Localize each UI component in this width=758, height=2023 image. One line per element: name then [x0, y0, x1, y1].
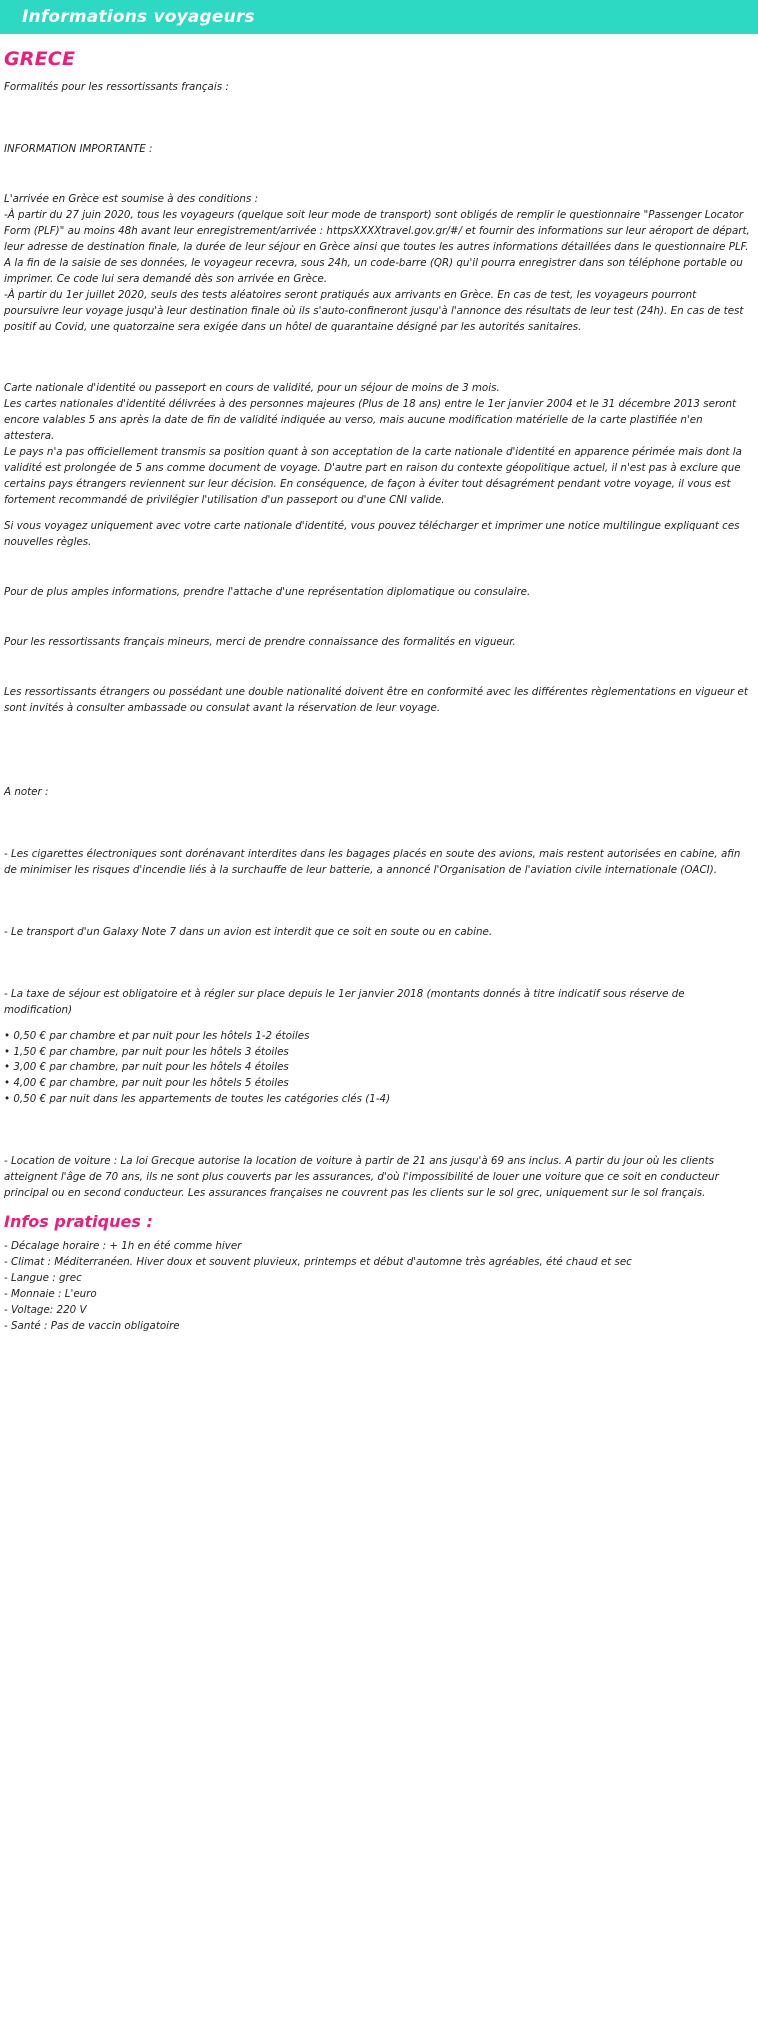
spacer — [4, 763, 750, 785]
id-card-notice: Si vous voyagez uniquement avec votre carte nationale d'identité, vous pouvez télécharger et imprimer une notice multilingue expliquant ces nouvelles règles. — [4, 520, 740, 549]
spacer — [4, 158, 750, 192]
list-item: • 0,50 € par nuit dans les appartements de toutes les catégories clés (1-4) — [4, 1093, 391, 1106]
important-label: INFORMATION IMPORTANTE : — [4, 142, 153, 155]
list-item: - Langue : grec — [4, 1272, 82, 1285]
list-item: • 1,50 € par chambre, par nuit pour les hôtels 3 étoiles — [4, 1045, 289, 1058]
foreigners-text: Les ressortissants étrangers ou possédant une double nationalité doivent être en conformité avec les différentes règlementations en vigueur et sont invités à consulter ambassade ou consulat avant la réservation de leur voyage. — [4, 685, 748, 714]
spacer — [4, 335, 750, 381]
list-item: • 3,00 € par chambre, par nuit pour les hôtels 4 étoiles — [4, 1061, 289, 1074]
note-location-voiture: - Location de voiture : La loi Grecque autorise la location de voiture à partir de 21 ans jusqu'à 69 ans inclus. A partir du jour où les clients atteignent l'âge de 70 ans, ils ne sont plus couverts par les assurances, d'où l'impossibilité de louer une voiture que ce soit en conducteur principal ou en second conducteur. Les assurances françaises ne couvrent pas les clients sur le sol grec, uniquement sur le sol français. — [4, 1155, 719, 1200]
note-taxe-sejour: - La taxe de séjour est obligatoire et à régler sur place depuis le 1er janvier 2018 (montants donnés à titre indicatif sous réserve de modification) — [4, 987, 685, 1016]
more-info-text: Pour de plus amples informations, prendre l'attache d'une représentation diplomatique ou consulaire. — [4, 586, 531, 599]
page-title: Informations voyageurs — [22, 7, 255, 27]
list-item: - Décalage horaire : + 1h en été comme hiver — [4, 1240, 242, 1253]
minors-text: Pour les ressortissants français mineurs, merci de prendre connaissance des formalités en vigueur. — [4, 635, 516, 648]
spacer — [4, 941, 750, 987]
spacer — [4, 801, 750, 847]
spacer — [4, 717, 750, 763]
infos-pratiques-title: Infos pratiques : — [4, 1212, 153, 1232]
id-card-validity: Carte nationale d'identité ou passeport en cours de validité, pour un séjour de moins de 3 mois. — [4, 382, 500, 395]
intro-text: Formalités pour les ressortissants français : — [4, 81, 229, 93]
list-item: • 0,50 € par chambre et par nuit pour les hôtels 1-2 étoiles — [4, 1029, 310, 1042]
list-item: • 4,00 € par chambre, par nuit pour les hôtels 5 étoiles — [4, 1077, 289, 1090]
list-item: - Voltage: 220 V — [4, 1303, 87, 1316]
spacer — [4, 651, 750, 685]
note-galaxy: - Le transport d'un Galaxy Note 7 dans un avion est interdit que ce soit en soute ou en cabine. — [4, 925, 493, 938]
conditions-intro: L'arrivée en Grèce est soumise à des conditions : — [4, 192, 259, 205]
list-item: - Climat : Méditerranéen. Hiver doux et souvent pluvieux, printemps et début d'automne très agréables, été chaud et sec — [4, 1256, 632, 1269]
header-bar — [0, 0, 758, 34]
spacer — [4, 1019, 750, 1029]
spacer — [4, 509, 750, 519]
spacer — [4, 96, 750, 142]
note-label: A noter : — [4, 785, 49, 798]
list-item: - Santé : Pas de vaccin obligatoire — [4, 1319, 180, 1332]
id-card-extension: Les cartes nationales d'identité délivrées à des personnes majeures (Plus de 18 ans) entre le 1er janvier 2004 et le 31 décembre 2013 seront encore valables 5 ans après la date de fin de validité indiquée au verso, mais aucune modification matérielle de la carte plastifiée n'en attestera. — [4, 398, 737, 443]
document-content — [0, 34, 758, 1345]
condition-tests: -À partir du 1er juillet 2020, seuls des tests aléatoires seront pratiqués aux arrivants en Grèce. En cas de test, les voyageurs pourront poursuivre leur voyage jusqu'à leur destination finale où ils s'auto-confineront jusqu'à l'annonce des résultats de leur test (24h). En cas de test positif au Covid, une quatorzaine sera exigée dans un hôtel de quarantaine désigné par les autorités sanitaires. — [4, 288, 744, 333]
spacer — [4, 551, 750, 585]
spacer — [4, 1108, 750, 1154]
taxe-list — [4, 1029, 750, 1109]
country-title: GRECE — [4, 48, 76, 70]
spacer — [4, 879, 750, 925]
spacer — [4, 601, 750, 635]
condition-plf: -À partir du 27 juin 2020, tous les voyageurs (quelque soit leur mode de transport) sont obligés de remplir le questionnaire "Passenger Locator Form (PLF)" au moins 48h avant leur enregistrement/arrivée : httpsXXXXtravel.gov.gr/#/ et fournir des informations sur leur aéroport de départ, leur adresse de destination finale, la durée de leur séjour en Grèce ainsi que toutes les autres informations détaillées dans le questionnaire PLF. A la fin de la saisie de ses données, le voyageur recevra, sous 24h, un code-barre (QR) qu'il pourra enregistrer dans son téléphone portable ou imprimer. Ce code lui sera demandé dès son arrivée en Grèce. — [4, 208, 750, 285]
infos-pratiques-list — [4, 1239, 750, 1335]
id-card-position: Le pays n'a pas officiellement transmis sa position quant à son acceptation de la carte nationale d'identité en apparence périmée mais dont la validité est prolongée de 5 ans comme document de voyage. D'autre part en raison du contexte géopolitique actuel, il n'est pas à exclure que certains pays étrangers reviennent sur leur décision. En conséquence, de façon à éviter tout désagrément pendant votre voyage, il vous est fortement recommandé de privilégier l'utilisation d'un passeport ou d'une CNI valide. — [4, 446, 742, 507]
list-item: - Monnaie : L'euro — [4, 1288, 97, 1301]
note-cigarettes: - Les cigarettes électroniques sont dorénavant interdites dans les bagages placés en soute des avions, mais restent autorisées en cabine, afin de minimiser les risques d'incendie liés à la surchauffe de leur batterie, a annoncé l'Organisation de l'aviation civile internationale (OACI). — [4, 847, 741, 876]
